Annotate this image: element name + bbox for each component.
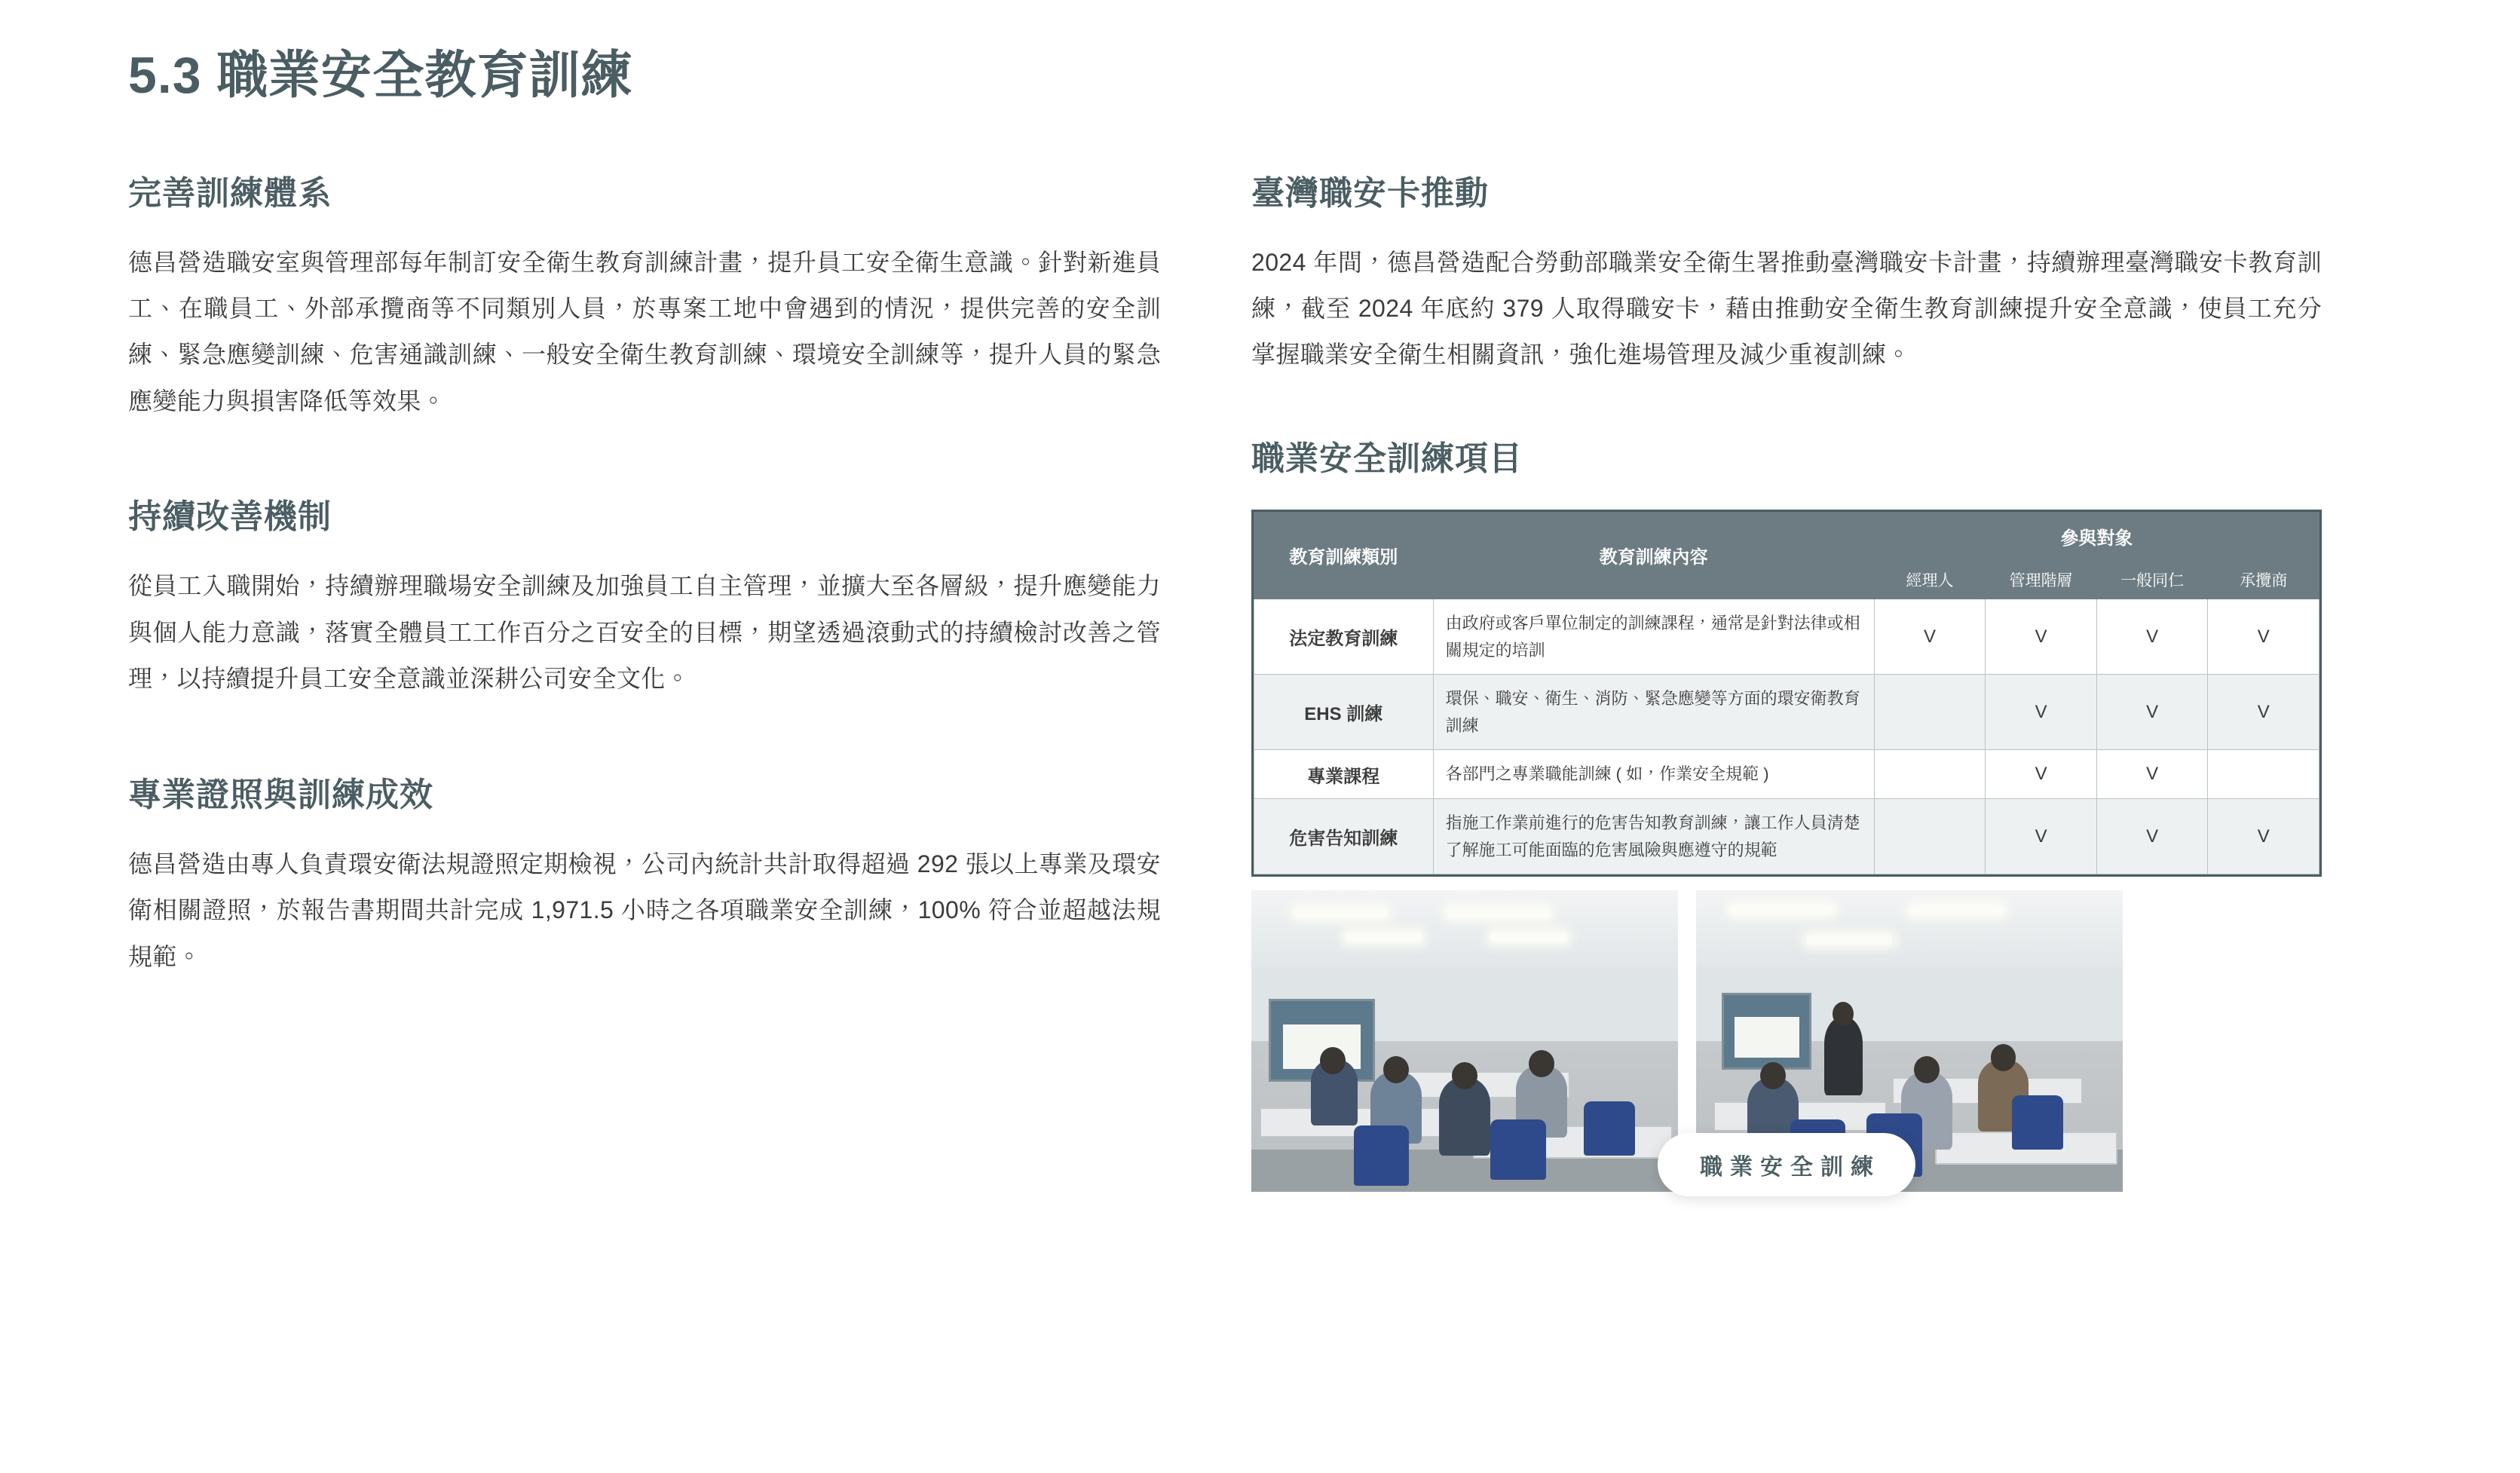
cell-mark-management: V bbox=[1986, 799, 2097, 874]
ceiling bbox=[1696, 890, 2123, 970]
attendee-head bbox=[1760, 1062, 1786, 1089]
block-text-certification-results: 德昌營造由專人負責環安衛法規證照定期檢視，公司內統計共計取得超過 292 張以上專業及環安衛相關證照，於報告書期間共計完成 1,971.5 小時之各項職業安全訓練，100% 符合並超越法規規範。 bbox=[128, 850, 1161, 970]
spacer bbox=[1251, 378, 2322, 431]
table-row bbox=[1254, 599, 2319, 674]
block-training-system bbox=[128, 166, 1161, 425]
chair bbox=[1354, 1125, 1410, 1186]
cell-mark-manager bbox=[1874, 675, 1986, 750]
spacer bbox=[128, 424, 1161, 489]
table-header-row-1 bbox=[1254, 512, 2319, 560]
cell-mark-management: V bbox=[1986, 675, 2097, 750]
cell-category: EHS 訓練 bbox=[1254, 675, 1434, 750]
cell-content: 由政府或客戶單位制定的訓練課程，通常是針對法律或相關規定的培訓 bbox=[1433, 599, 1874, 674]
cell-mark-contractor: V bbox=[2208, 799, 2319, 874]
th-general-staff: 一般同仁 bbox=[2096, 560, 2208, 599]
table-row bbox=[1254, 675, 2319, 750]
ceiling-light bbox=[1294, 908, 1389, 917]
slide-chart bbox=[1735, 1017, 1799, 1058]
presenter bbox=[1824, 1017, 1863, 1095]
ceiling-light bbox=[1447, 908, 1550, 917]
attendee-head bbox=[1914, 1056, 1940, 1083]
photo-gallery bbox=[1251, 890, 2322, 1192]
block-heading-training-system: 完善訓練體系 bbox=[128, 174, 332, 212]
cell-mark-management: V bbox=[1986, 750, 2097, 799]
spacer bbox=[128, 703, 1161, 767]
photo-training-classroom-left bbox=[1251, 890, 1678, 1192]
attendee-head bbox=[1529, 1050, 1554, 1077]
block-safety-card bbox=[1251, 166, 2322, 378]
cell-mark-staff: V bbox=[2096, 750, 2208, 799]
cell-mark-contractor: V bbox=[2208, 599, 2319, 674]
th-category: 教育訓練類別 bbox=[1254, 512, 1434, 599]
block-heading-continuous-improvement: 持續改善機制 bbox=[128, 498, 332, 536]
ceiling-light bbox=[1490, 932, 1567, 942]
ceiling-light bbox=[1807, 936, 1892, 945]
th-manager: 經理人 bbox=[1874, 560, 1986, 599]
attendee-head bbox=[1320, 1047, 1346, 1074]
block-text-training-system: 德昌營造職安室與管理部每年制訂安全衛生教育訓練計畫，提升員工安全衛生意識。針對新進員工、在職員工、外部承攬商等不同類別人員，於專案工地中會遇到的情況，提供完善的安全訓練、緊急應變訓練、危害通識訓練、一般安全衛生教育訓練、環境安全訓練等，提升人員的緊急應變能力與損害降低等效果。 bbox=[128, 248, 1161, 415]
cell-mark-staff: V bbox=[2096, 675, 2208, 750]
cell-content: 各部門之專業職能訓練 ( 如，作業安全規範 ) bbox=[1433, 750, 1874, 799]
left-column bbox=[128, 166, 1161, 1193]
ceiling-light bbox=[1346, 932, 1422, 942]
cell-content: 環保、職安、衛生、消防、緊急應變等方面的環安衛教育訓練 bbox=[1433, 675, 1874, 750]
chair bbox=[1490, 1119, 1546, 1180]
table-body bbox=[1254, 599, 2319, 874]
photo-caption: 職業安全訓練 bbox=[1658, 1133, 1915, 1196]
block-continuous-improvement bbox=[128, 489, 1161, 702]
cell-mark-management: V bbox=[1986, 599, 2097, 674]
table-head bbox=[1254, 512, 2319, 599]
ceiling bbox=[1251, 890, 1678, 970]
block-text-continuous-improvement: 從員工入職開始，持續辦理職場安全訓練及加強員工自主管理，並擴大至各層級，提升應變能力與個人能力意識，落實全體員工工作百分之百安全的目標，期望透過滾動式的持續檢討改善之管理，以持續提升員工安全意識並深耕公司安全文化。 bbox=[128, 572, 1161, 693]
training-table-wrapper bbox=[1251, 510, 2322, 877]
block-heading-training-items: 職業安全訓練項目 bbox=[1251, 439, 1523, 477]
cell-mark-manager: V bbox=[1874, 599, 1986, 674]
ceiling-light bbox=[1730, 905, 1833, 914]
cell-content: 指施工作業前進行的危害告知教育訓練，讓工作人員清楚了解施工可能面臨的危害風險與應遵守的規範 bbox=[1433, 799, 1874, 874]
two-column-layout bbox=[128, 166, 2430, 1193]
th-contractor: 承攬商 bbox=[2208, 560, 2319, 599]
block-heading-certification-results: 專業證照與訓練成效 bbox=[128, 776, 433, 813]
th-content: 教育訓練內容 bbox=[1433, 512, 1874, 599]
cell-category: 危害告知訓練 bbox=[1254, 799, 1434, 874]
block-certification-results bbox=[128, 767, 1161, 980]
block-text-safety-card: 2024 年間，德昌營造配合勞動部職業安全衛生署推動臺灣職安卡計畫，持續辦理臺灣職安卡教育訓練，截至 2024 年底約 379 人取得職安卡，藉由推動安全衛生教育訓練提升安全意識，使員工充分掌握職業安全衛生相關資訊，強化進場管理及減少重複訓練。 bbox=[1251, 248, 2322, 369]
chair bbox=[1584, 1101, 1635, 1156]
training-table bbox=[1254, 512, 2319, 874]
table-row bbox=[1254, 799, 2319, 874]
cell-mark-manager bbox=[1874, 799, 1986, 874]
cell-mark-staff: V bbox=[2096, 599, 2208, 674]
table-row bbox=[1254, 750, 2319, 799]
cell-mark-staff: V bbox=[2096, 799, 2208, 874]
th-management-level: 管理階層 bbox=[1986, 560, 2097, 599]
block-heading-safety-card: 臺灣職安卡推動 bbox=[1251, 174, 1489, 212]
th-participants: 參與對象 bbox=[1874, 512, 2319, 560]
right-column bbox=[1251, 166, 2322, 1193]
cell-mark-manager bbox=[1874, 750, 1986, 799]
attendee-head bbox=[1452, 1062, 1477, 1089]
ceiling-light bbox=[1909, 905, 2004, 914]
page-title: 5.3 職業安全教育訓練 bbox=[128, 47, 633, 104]
chair bbox=[2012, 1095, 2063, 1150]
presentation-screen bbox=[1722, 993, 1811, 1070]
cell-category: 法定教育訓練 bbox=[1254, 599, 1434, 674]
cell-category: 專業課程 bbox=[1254, 750, 1434, 799]
cell-mark-contractor: V bbox=[2208, 675, 2319, 750]
cell-mark-contractor bbox=[2208, 750, 2319, 799]
